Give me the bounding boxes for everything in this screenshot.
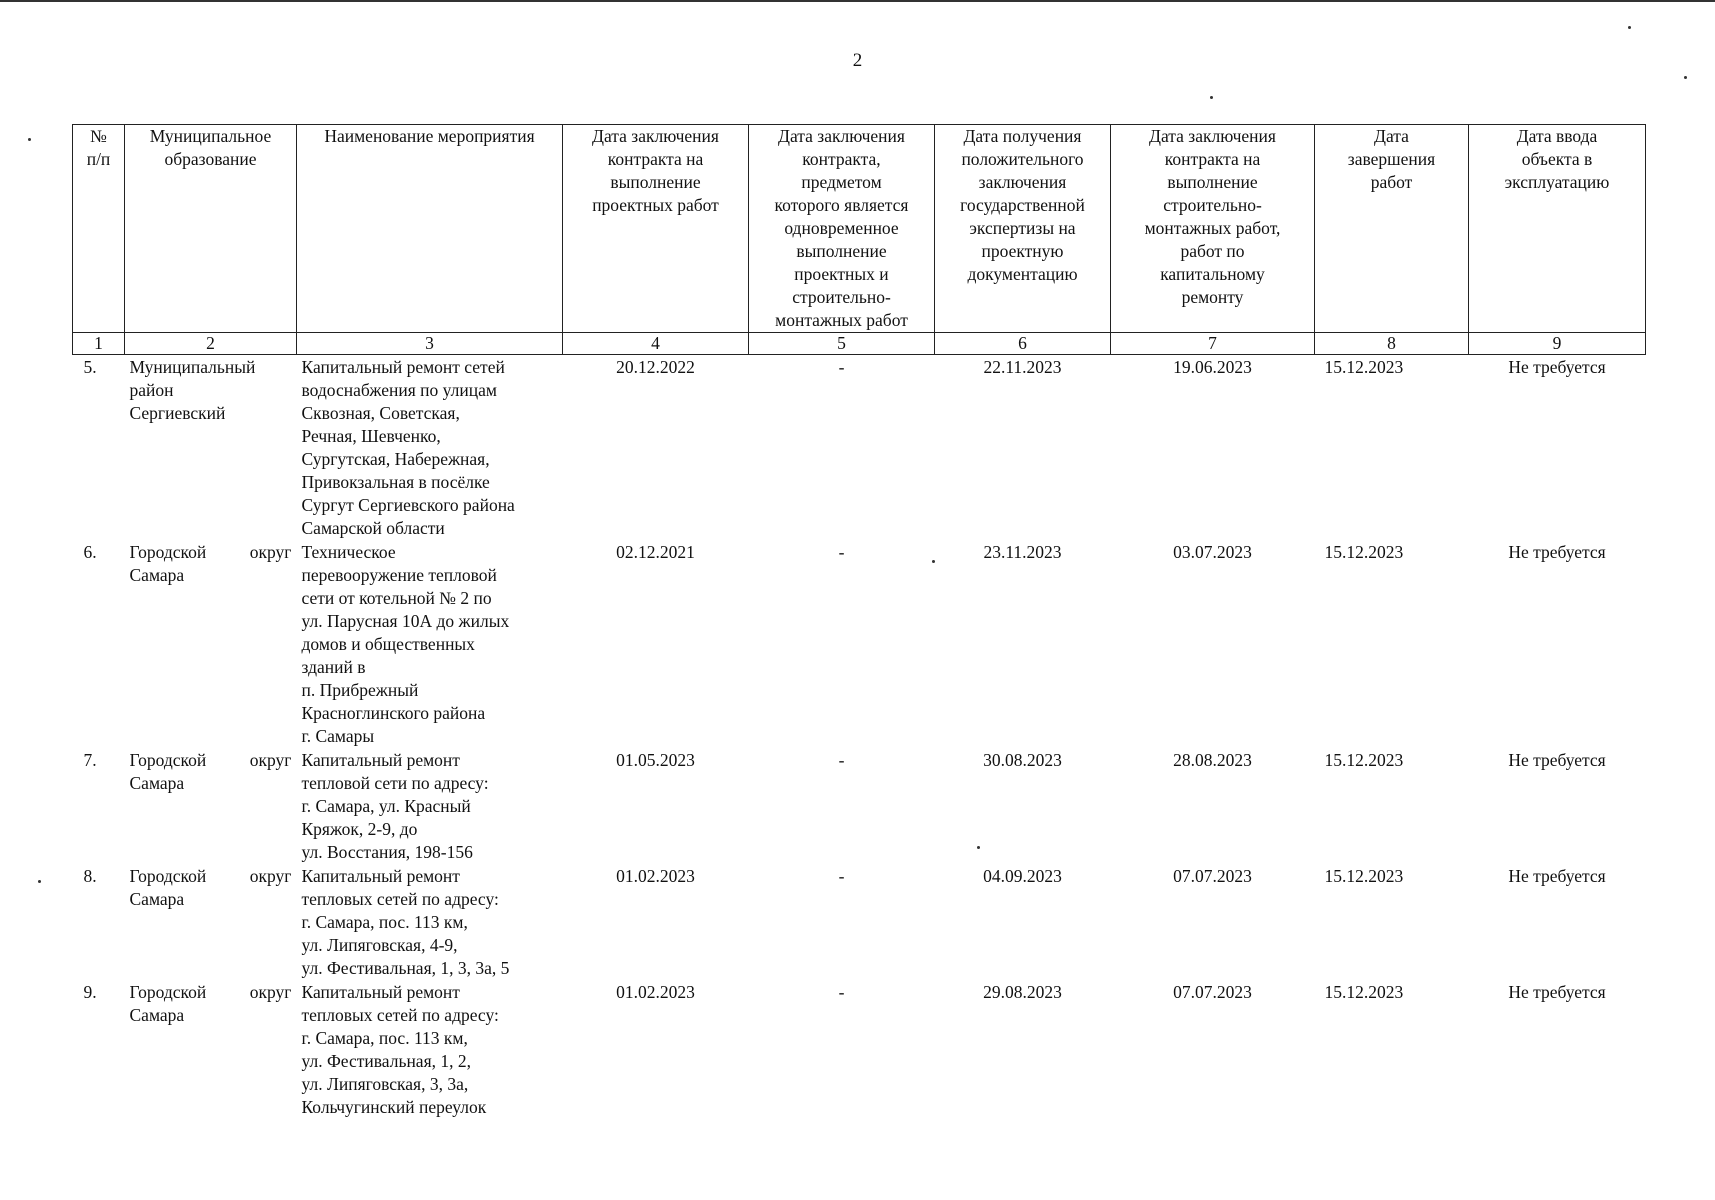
- expertise-date-cell: 23.11.2023: [983, 542, 1062, 562]
- activity-name-line: Сургут Сергиевского района: [301, 495, 515, 515]
- column-header-line: п/п: [86, 149, 111, 169]
- activity-name-line: Капитальный ремонт: [301, 982, 460, 1002]
- scan-speck: [977, 846, 980, 849]
- column-header-line: проектных и: [794, 264, 889, 284]
- table-row: [73, 540, 1646, 748]
- column-header-line: эксплуатацию: [1504, 172, 1610, 192]
- column-header-line: Дата заключения: [592, 126, 719, 146]
- activity-name-line: Техническое: [301, 542, 396, 562]
- column-header-5: [749, 125, 935, 333]
- column-header-line: монтажных работ,: [1144, 218, 1281, 238]
- column-header-line: документацию: [967, 264, 1078, 284]
- municipality-cell: [125, 864, 297, 980]
- column-header-line: экспертизы на: [969, 218, 1076, 238]
- activity-name-line: п. Прибрежный: [301, 680, 419, 700]
- column-header-6: [935, 125, 1111, 333]
- activity-name-line: Капитальный ремонт сетей: [301, 357, 505, 377]
- column-number-9: 9: [1469, 333, 1646, 355]
- column-number-1: 1: [73, 333, 125, 355]
- activity-name-line: ул. Фестивальная, 1, 3, 3а, 5: [301, 958, 510, 978]
- activity-name-line: Самарской области: [301, 518, 445, 538]
- column-header-4: [563, 125, 749, 333]
- column-header-line: монтажных работ: [775, 310, 908, 330]
- completion-date-cell: 15.12.2023: [1324, 750, 1404, 770]
- column-header-2: [125, 125, 297, 333]
- combined-contract-date-cell: -: [838, 357, 845, 377]
- column-number-3: 3: [297, 333, 563, 355]
- column-number-6: 6: [935, 333, 1111, 355]
- column-header-line: Наименование мероприятия: [324, 126, 535, 146]
- municipality-line: район: [129, 380, 174, 400]
- construction-contract-date-cell: 03.07.2023: [1173, 542, 1252, 562]
- construction-contract-date-cell: 28.08.2023: [1173, 750, 1252, 770]
- municipality-line: Самара: [129, 773, 185, 793]
- column-header-7: [1111, 125, 1315, 333]
- municipality-line: Самара: [129, 1005, 185, 1025]
- activity-name-line: ул. Парусная 10А до жилых: [301, 611, 510, 631]
- commissioning-cell: Не требуется: [1508, 866, 1606, 886]
- column-header-line: проектных работ: [592, 195, 719, 215]
- column-header-line: завершения: [1347, 149, 1436, 169]
- column-header-line: капитальному: [1160, 264, 1265, 284]
- activity-name-line: Сквозная, Советская,: [301, 403, 460, 423]
- activity-name-line: Кольчугинский переулок: [301, 1097, 487, 1117]
- column-header-line: ремонту: [1181, 287, 1244, 307]
- completion-date-cell: 15.12.2023: [1324, 542, 1404, 562]
- construction-contract-date-cell: 07.07.2023: [1173, 866, 1252, 886]
- column-header-line: работ по: [1180, 241, 1245, 261]
- activity-name-line: Кряжок, 2-9, до: [301, 819, 418, 839]
- column-header-line: №: [90, 126, 107, 146]
- activity-name-line: ул. Восстания, 198-156: [301, 842, 473, 862]
- combined-contract-date-cell: -: [838, 542, 845, 562]
- municipality-line: Городской округ: [129, 866, 292, 886]
- activity-name-cell: [297, 355, 563, 541]
- column-header-line: Дата ввода: [1516, 126, 1598, 146]
- activity-name-line: Красноглинского района: [301, 703, 486, 723]
- table-header-row: [73, 125, 1646, 333]
- column-header-line: которого является: [774, 195, 909, 215]
- column-header-line: контракта,: [802, 149, 881, 169]
- activity-name-cell: [297, 980, 563, 1119]
- activity-name-line: г. Самары: [301, 726, 375, 746]
- municipality-cell: [125, 355, 297, 541]
- column-header-line: объекта в: [1521, 149, 1593, 169]
- column-header-line: предметом: [801, 172, 882, 192]
- municipality-line: Сергиевский: [129, 403, 226, 423]
- activity-name-line: перевооружение тепловой: [301, 565, 497, 585]
- activity-name-line: тепловой сети по адресу:: [301, 773, 489, 793]
- scan-speck: [1210, 96, 1213, 99]
- scan-speck: [28, 138, 31, 141]
- column-header-3: [297, 125, 563, 333]
- activity-name-line: зданий в: [301, 657, 366, 677]
- column-header-line: строительно-: [792, 287, 891, 307]
- commissioning-cell: Не требуется: [1508, 542, 1606, 562]
- row-number-cell: 7.: [83, 750, 97, 770]
- combined-contract-date-cell: -: [838, 750, 845, 770]
- activity-name-line: тепловых сетей по адресу:: [301, 1005, 499, 1025]
- row-number-cell: 5.: [83, 357, 97, 377]
- scan-speck: [932, 560, 935, 563]
- activity-name-line: Капитальный ремонт: [301, 866, 460, 886]
- column-number-5: 5: [749, 333, 935, 355]
- municipality-cell: [125, 748, 297, 864]
- column-number-2: 2: [125, 333, 297, 355]
- scan-speck: [1684, 76, 1687, 79]
- activity-name-line: тепловых сетей по адресу:: [301, 889, 499, 909]
- municipality-line: Городской округ: [129, 542, 292, 562]
- column-header-line: Дата заключения: [1149, 126, 1276, 146]
- design-contract-date-cell: 01.05.2023: [616, 750, 695, 770]
- column-number-8: 8: [1315, 333, 1469, 355]
- column-header-line: строительно-: [1163, 195, 1262, 215]
- combined-contract-date-cell: -: [838, 982, 845, 1002]
- activity-name-line: Капитальный ремонт: [301, 750, 460, 770]
- expertise-date-cell: 04.09.2023: [983, 866, 1062, 886]
- page-number: 2: [852, 50, 863, 71]
- column-header-line: выполнение: [796, 241, 887, 261]
- municipality-line: Городской округ: [129, 982, 292, 1002]
- column-header-line: контракта на: [1164, 149, 1261, 169]
- column-number-7: 7: [1111, 333, 1315, 355]
- top-border-line: [0, 0, 1715, 2]
- municipality-line: Самара: [129, 889, 185, 909]
- column-header-line: образование: [164, 149, 257, 169]
- table-row: [73, 355, 1646, 541]
- column-header-line: заключения: [978, 172, 1067, 192]
- activity-name-line: Речная, Шевченко,: [301, 426, 441, 446]
- row-number-cell: 8.: [83, 866, 97, 886]
- design-contract-date-cell: 01.02.2023: [616, 866, 695, 886]
- activity-name-line: сети от котельной № 2 по: [301, 588, 492, 608]
- expertise-date-cell: 22.11.2023: [983, 357, 1062, 377]
- municipality-cell: [125, 540, 297, 748]
- column-header-line: выполнение: [1167, 172, 1258, 192]
- completion-date-cell: 15.12.2023: [1324, 982, 1404, 1002]
- completion-date-cell: 15.12.2023: [1324, 357, 1404, 377]
- activity-name-line: ул. Фестивальная, 1, 2,: [301, 1051, 471, 1071]
- column-header-line: одновременное: [784, 218, 899, 238]
- column-header-line: выполнение: [610, 172, 701, 192]
- column-header-1: [73, 125, 125, 333]
- activity-name-cell: [297, 540, 563, 748]
- table-row: [73, 748, 1646, 864]
- scan-speck: [38, 880, 41, 883]
- activity-name-line: водоснабжения по улицам: [301, 380, 497, 400]
- activity-name-line: домов и общественных: [301, 634, 475, 654]
- commissioning-cell: Не требуется: [1508, 750, 1606, 770]
- design-contract-date-cell: 20.12.2022: [616, 357, 695, 377]
- construction-contract-date-cell: 19.06.2023: [1173, 357, 1252, 377]
- activity-name-line: г. Самара, ул. Красный: [301, 796, 471, 816]
- column-header-line: Дата: [1374, 126, 1409, 146]
- activity-name-line: г. Самара, пос. 113 км,: [301, 1028, 468, 1048]
- schedule-table-wrapper: [72, 124, 1645, 1119]
- design-contract-date-cell: 02.12.2021: [616, 542, 695, 562]
- row-number-cell: 6.: [83, 542, 97, 562]
- column-header-line: положительного: [961, 149, 1084, 169]
- activity-name-line: Привокзальная в посёлке: [301, 472, 490, 492]
- expertise-date-cell: 29.08.2023: [983, 982, 1062, 1002]
- column-header-line: проектную: [981, 241, 1064, 261]
- column-header-8: [1315, 125, 1469, 333]
- column-header-line: Дата заключения: [778, 126, 905, 146]
- column-header-line: Дата получения: [963, 126, 1082, 146]
- column-header-line: контракта на: [607, 149, 704, 169]
- schedule-table: [72, 124, 1646, 1119]
- column-header-9: [1469, 125, 1646, 333]
- row-number-cell: 9.: [83, 982, 97, 1002]
- column-header-line: Муниципальное: [149, 126, 272, 146]
- activity-name-line: г. Самара, пос. 113 км,: [301, 912, 468, 932]
- activity-name-line: Сургутская, Набережная,: [301, 449, 490, 469]
- table-body: [73, 355, 1646, 1120]
- table-row: [73, 980, 1646, 1119]
- activity-name-line: ул. Липяговская, 3, 3а,: [301, 1074, 469, 1094]
- scan-speck: [1628, 26, 1631, 29]
- column-header-line: государственной: [960, 195, 1085, 215]
- construction-contract-date-cell: 07.07.2023: [1173, 982, 1252, 1002]
- completion-date-cell: 15.12.2023: [1324, 866, 1404, 886]
- commissioning-cell: Не требуется: [1508, 982, 1606, 1002]
- municipality-cell: [125, 980, 297, 1119]
- column-number-4: 4: [563, 333, 749, 355]
- table-row: [73, 864, 1646, 980]
- municipality-line: Самара: [129, 565, 185, 585]
- activity-name-cell: [297, 748, 563, 864]
- municipality-line: Муниципальный: [129, 357, 256, 377]
- municipality-line: Городской округ: [129, 750, 292, 770]
- column-number-row: [73, 333, 1646, 355]
- activity-name-line: ул. Липяговская, 4-9,: [301, 935, 458, 955]
- activity-name-cell: [297, 864, 563, 980]
- design-contract-date-cell: 01.02.2023: [616, 982, 695, 1002]
- column-header-line: работ: [1370, 172, 1413, 192]
- commissioning-cell: Не требуется: [1508, 357, 1606, 377]
- combined-contract-date-cell: -: [838, 866, 845, 886]
- expertise-date-cell: 30.08.2023: [983, 750, 1062, 770]
